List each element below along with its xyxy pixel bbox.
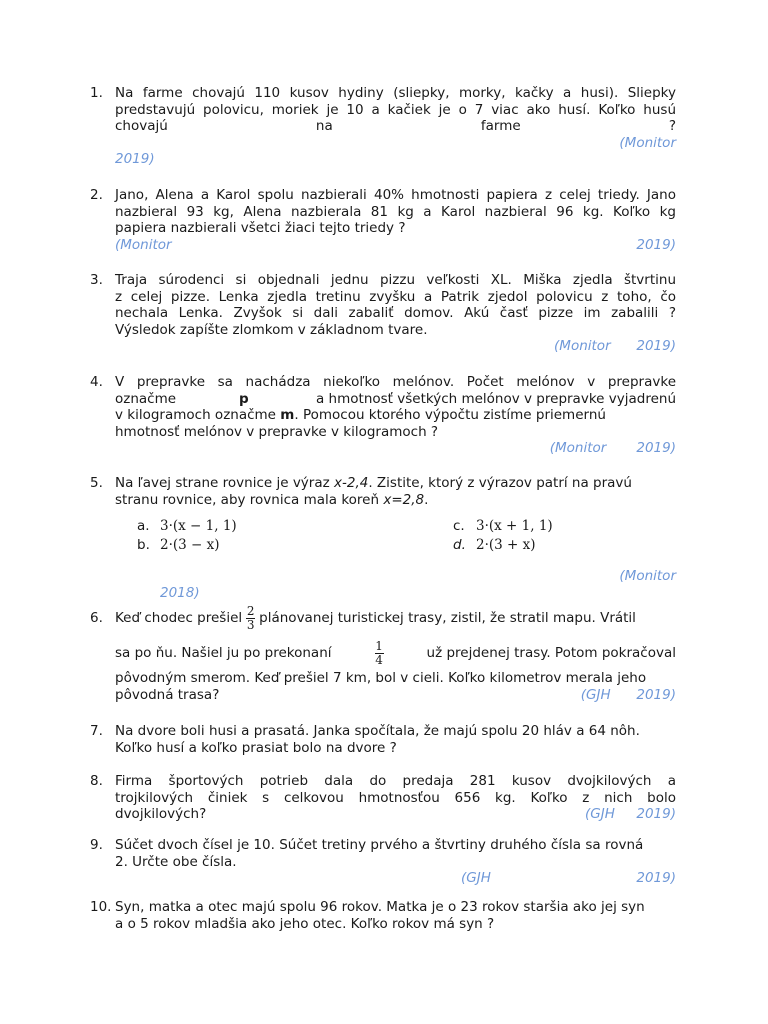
problem-number: 5.: [90, 475, 103, 491]
source-citation-part: (Monitor: [549, 440, 607, 456]
fraction-denominator: 3: [246, 617, 255, 632]
problem-number: 8.: [90, 773, 103, 789]
problem-text: v kilogramoch označme: [115, 407, 281, 423]
fraction-denominator: 4: [375, 652, 383, 667]
fraction-numerator: 1: [375, 638, 383, 653]
source-citation-part: 2019): [636, 236, 676, 253]
option-label: c.: [453, 518, 465, 534]
problem-text: Keď chodec prešiel: [115, 609, 243, 626]
problem-text-line: hmotnosť melónov v prepravke v kilogramoch ?: [115, 423, 439, 440]
problem-text-line: Jano, Alena a Karol spolu nazbierali 40% hmotnosti papiera z celej triedy. Jano: [115, 187, 676, 203]
variable-m: m: [280, 407, 295, 423]
option-expression: 3·(x − 1, 1): [160, 518, 237, 534]
problem-8: [90, 773, 676, 823]
expression: x-2,4: [334, 475, 369, 491]
source-citation: [581, 687, 676, 704]
problem-text-line: Firma športových potrieb dala do predaja 281 kusov dvojkilových a: [115, 773, 676, 789]
source-citation-part: (Monitor: [619, 568, 676, 584]
problem-text-line: z celej pizze. Lenka zjedla tretinu zvyšku a Patrik zjedol polovicu z toho, čo: [115, 288, 676, 305]
problem-text-line: V prepravke sa nachádza niekoľko melónov. Počet melónov v prepravke: [115, 374, 676, 390]
answer-options: [115, 516, 676, 554]
problem-text: . Zistite, ktorý z výrazov patrí na pravú: [368, 475, 632, 491]
source-citation: [115, 870, 676, 887]
problem-text: a hmotnosť všetkých melónov v prepravke vyjadrenú: [311, 390, 676, 407]
problem-text: plánovanej turistickej trasy, zistil, že stratil mapu. Vrátil: [259, 609, 636, 626]
problem-text-line: chovajú na farme ?: [115, 118, 676, 134]
answer-option-a: [137, 518, 237, 535]
problem-text-line: predstavujú polovicu, moriek je 10 a kačiek je o 7 viac ako husí. Koľko husú: [115, 101, 676, 118]
option-label: b.: [137, 537, 150, 553]
problem-1: [90, 85, 676, 168]
problem-3: [90, 272, 676, 355]
problem-text-line: Koľko husí a koľko prasiat bolo na dvore ?: [115, 739, 397, 756]
problem-text-line: Súčet dvoch čísel je 10. Súčet tretiny prvého a štvrtiny druhého čísla sa rovná: [115, 837, 644, 853]
fraction-two-thirds: [246, 605, 255, 632]
problem-text: dvojkilových?: [115, 806, 207, 822]
problem-text-line: [115, 475, 676, 492]
source-citation-part: 2019): [115, 151, 155, 167]
source-citation: [115, 338, 676, 355]
problem-text-line: 2. Určte obe čísla.: [115, 853, 237, 870]
source-citation-part: (Monitor: [619, 134, 676, 151]
source-citation-part: 2019): [636, 870, 676, 886]
source-citation-part: (GJH: [585, 806, 615, 822]
problem-number: 6.: [90, 610, 103, 626]
problem-text: označme: [115, 390, 177, 407]
problem-number: 2.: [90, 187, 103, 203]
problem-text-line: pôvodným smerom. Keď prešiel 7 km, bol v cieli. Koľko kilometrov merala jeho: [115, 670, 647, 686]
answer-option-d: [453, 537, 536, 554]
problem-text-line: papiera nazbierali všetci žiaci tejto triedy ?: [115, 220, 406, 236]
problem-text-line: [115, 407, 676, 424]
problem-text: stranu rovnice, aby rovnica mala koreň: [115, 491, 384, 508]
problem-text-line: Syn, matka a otec majú spolu 96 rokov. Matka je o 23 rokov staršia ako jej syn: [115, 899, 645, 915]
problem-text-line: nazbieral 93 kg, Alena nazbierala 81 kg a Karol nazbieral 96 kg. Koľko kg: [115, 203, 676, 220]
source-citation-part: 2019): [636, 338, 676, 354]
variable-p: p: [239, 390, 249, 407]
source-citation-part: 2019): [636, 686, 676, 703]
source-citation-part: 2018): [160, 584, 200, 601]
problem-7: [90, 723, 676, 756]
problem-text-line: [115, 391, 676, 408]
problem-text: pôvodná trasa?: [115, 686, 220, 703]
answer-option-c: [453, 518, 553, 535]
source-citation: [585, 806, 676, 823]
source-citation-part: (Monitor: [554, 338, 611, 354]
problem-text-line: [115, 806, 676, 823]
problem-text-line: nechala Lenka. Zvyšok si dali zabaliť domov. Akú časť pizze im zabalili ?: [115, 305, 676, 321]
problem-number: 3.: [90, 272, 103, 288]
problem-9: [90, 837, 676, 887]
problem-4: [90, 374, 676, 457]
option-expression: 2·(3 + x): [476, 537, 536, 553]
problem-text-line: [115, 636, 676, 670]
problem-5: [90, 475, 676, 601]
problem-number: 7.: [90, 723, 103, 739]
source-citation: [115, 237, 676, 254]
answer-option-b: [137, 537, 220, 554]
option-label: d.: [453, 537, 466, 553]
problem-number: 10.: [90, 899, 112, 915]
fraction-one-quarter: [375, 640, 384, 667]
fraction-numerator: 2: [246, 603, 255, 618]
source-citation-part: 2019): [636, 806, 676, 822]
problem-text-line: trojkilových činiek s celkovou hmotnosťou 656 kg. Koľko z nich bolo: [115, 789, 676, 806]
problem-text-line: [115, 687, 676, 704]
problem-number: 4.: [90, 374, 103, 390]
problem-text-line: Výsledok zapíšte zlomkom v základnom tvare.: [115, 321, 428, 338]
problem-text-line: Na dvore boli husi a prasatá. Janka spočítala, že majú spolu 20 hláv a 64 nôh.: [115, 723, 640, 739]
problem-text: Na ľavej strane rovnice je výraz: [115, 475, 334, 491]
expression: x=2,8: [383, 491, 425, 508]
problem-2: [90, 187, 676, 253]
problem-10: [90, 899, 676, 932]
source-citation-part: (GJH: [580, 686, 611, 703]
source-citation: [115, 440, 676, 457]
problem-6: [90, 602, 676, 703]
option-expression: 2·(3 − x): [160, 537, 220, 553]
option-expression: 3·(x + 1, 1): [476, 518, 553, 534]
problem-text-line: Traja súrodenci si objednali jednu pizzu veľkosti XL. Miška zjedla štvrtinu: [115, 272, 676, 288]
source-citation-part: (GJH: [461, 870, 491, 886]
problem-text: .: [424, 491, 429, 508]
problem-text-line: [115, 602, 676, 634]
problem-text: sa po ňu. Našiel ju po prekonaní: [115, 644, 332, 661]
problem-number: 1.: [90, 85, 103, 101]
problem-number: 9.: [90, 837, 103, 853]
problem-text-line: [115, 492, 676, 509]
problem-text-line: Na farme chovajú 110 kusov hydiny (sliepky, morky, kačky a husi). Sliepky: [115, 85, 676, 101]
problem-text: . Pomocou ktorého výpočtu zistíme priemernú: [294, 407, 606, 423]
source-citation-part: (Monitor: [115, 236, 172, 253]
problem-text-line: a o 5 rokov mladšia ako jeho otec. Koľko rokov má syn ?: [115, 915, 495, 932]
source-citation-part: 2019): [636, 440, 676, 456]
problem-text: už prejdenej trasy. Potom pokračoval: [426, 644, 676, 661]
option-label: a.: [137, 518, 150, 534]
